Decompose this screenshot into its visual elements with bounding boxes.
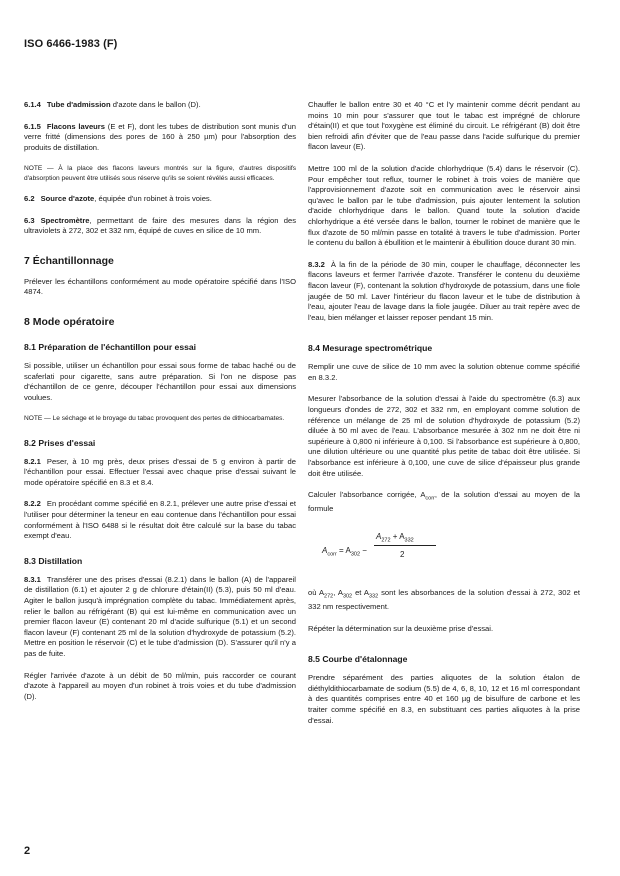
text-fragment: Calculer l'absorbance corrigée, A xyxy=(308,490,426,500)
clause-number: 8.2.1 xyxy=(24,456,41,466)
paragraph-8-3-1-b: Régler l'arrivée d'azote à un débit de 50 ml/min, puis raccorder ce courant d'azote à l'appareil au moyen d'un robinet à trois voies et du tube d'admission (D). xyxy=(24,670,296,701)
subscript: 272 xyxy=(381,537,391,544)
paragraph-6-2 xyxy=(24,194,296,205)
clause-title: Flacons laveurs xyxy=(46,121,105,131)
symbol: = A xyxy=(336,545,351,555)
clause-text: (E et F), dont les tubes de distribution sont munis d'un verre fritté (dimensions des pores de 160 à 250 µm) pour l'absorption des produits de distillation. xyxy=(24,121,297,152)
paragraph-8-2-2 xyxy=(24,499,296,541)
paragraph-8-4-c xyxy=(308,490,580,515)
symbol: + A xyxy=(390,531,405,541)
symbol: A xyxy=(322,545,328,555)
clause-text: Transférer une des prises d'essai (8.2.1) dans le ballon (A) de l'appareil de distillation (6.1) et ajouter 2 g de chlorure d'étain(II) (5.3), puis 50 ml d'eau. Agiter le ballon jusqu'à imprégnation complète du tabac. Immédiatement après, relier le ballon au réfrigérant (B) qui est lui-même en communication avec un premier flacon laveur (E) contenant 20 ml d'acide sulfurique (5.1) et un second flacon laveur (F) contenant 25 ml de la solution d'hydroxyde de potassium (5.2). Mettre en position le réservoir (C) et le tube d'admission (D). S'assurer qu'il n'y a pas de fuite. xyxy=(24,574,296,658)
subscript: corr xyxy=(327,551,337,558)
paragraph-6-1-5 xyxy=(24,122,296,154)
fraction-bar xyxy=(374,545,436,546)
paragraph-8-5: Prendre séparément des parties aliquotes de la solution étalon de diéthyldithiocarbamate de sodium (5.5) de 4, 6, 8, 10, 12 et 16 ml correspondant à des quantités comprises entre 40 et 160 µg de bisulfure de carbone et les traiter comme spécifié en 8.3, en substituant ces parties aliquotes à la prise d'essai. xyxy=(308,673,580,725)
left-column xyxy=(24,100,296,713)
heading-8-1: 8.1 Préparation de l'échantillon pour essai xyxy=(24,341,197,352)
paragraph-8-4-e: Répéter la détermination sur la deuxième prise d'essai. xyxy=(308,623,494,633)
formula-lhs xyxy=(322,546,367,558)
heading-8-2: 8.2 Prises d'essai xyxy=(24,437,96,448)
page-number: 2 xyxy=(24,845,31,857)
text-fragment: et A xyxy=(352,587,369,597)
text-fragment: où A xyxy=(308,587,325,597)
paragraph-8-3-1 xyxy=(24,575,296,660)
clause-title: Source d'azote xyxy=(40,193,95,203)
text-fragment: , A xyxy=(333,587,343,597)
paragraph-8-4-b: Mesurer l'absorbance de la solution d'essai à l'aide du spectromètre (6.3) aux longueurs d'ondes de 272, 302 et 332 nm, en employant comme solution de référence un mélange de 25 ml de solution d'hydroxyde de potassium (5.2) diluée à 50 ml avec de l'eau. L'absorbance mesurée à 302 nm ne doit être ni supérieure à 0,800 ni inférieure à 0,100. Si l'absorbance est supérieure à 0,800, une dilution ultérieure ou une quantité plus petite de tabac doit être utilisée. Si l'absorbance est inférieure à 0,100, une cuve de silice d'épaisseur plus grande doit être utilisée. xyxy=(308,394,580,478)
clause-text: , équipée d'un robinet à trois voies. xyxy=(94,193,212,203)
absorbance-formula xyxy=(308,526,580,578)
paragraph-heating: Chauffer le ballon entre 30 et 40 °C et l'y maintenir comme décrit pendant au moins 10 min pour s'assurer que tout le tabac est imprégné de chlorure d'étain(II) et que tout l'oxygène est éliminé du circuit. Le réfrigérant (B) doit être bien refroidi afin d'éviter que de l'eau passe dans l'acide sulfurique du premier flacon laveur (E). xyxy=(308,100,580,152)
clause-text: d'azote dans le ballon (D). xyxy=(110,100,201,109)
right-column xyxy=(308,100,580,737)
clause-number: 8.2.2 xyxy=(24,499,41,509)
heading-8-4: 8.4 Mesurage spectrométrique xyxy=(308,343,433,354)
symbol: − xyxy=(360,545,367,555)
clause-text: En procédant comme spécifié en 8.2.1, prélever une autre prise d'essai et l'utiliser pour déterminer la teneur en eau contenue dans l'échantillon pour essai conformément à l'ISO 6488 si le résultat doit être calculé sur la base du tabac exempt d'eau. xyxy=(24,499,296,541)
clause-title: Spectromètre xyxy=(40,215,90,225)
paragraph-8-3-2 xyxy=(308,260,580,324)
document-header: ISO 6466-1983 (F) xyxy=(24,38,118,50)
symbol: A xyxy=(376,531,382,541)
note-2: NOTE — Le séchage et le broyage du tabac provoquent des pertes de dithiocarbamates. xyxy=(24,415,285,423)
paragraph-8-4-a: Remplir une cuve de silice de 10 mm avec la solution obtenue comme spécifié en 8.3.2. xyxy=(308,362,580,382)
clause-number: 6.1.4 xyxy=(24,100,41,109)
clause-number: 6.1.5 xyxy=(24,121,41,131)
heading-8-5: 8.5 Courbe d'étalonnage xyxy=(308,654,408,665)
text-fragment: , de la solution d'essai au moyen de la formule xyxy=(308,490,581,514)
clause-text: À la fin de la période de 30 min, couper le chauffage, déconnecter les flacons laveurs et fermer l'arrivée d'azote. Transférer le contenu du deuxième flacon laveur (F), contenant la solution d'hydroxyde de potassium, dans une fiole jaugée de 50 ml. Laver l'intérieur du flacon laveur et le tube de distribution à l'eau, ajouter l'eau de lavage dans la fiole jaugée. Diluer au trait repère avec de l'eau, bien mélanger et laisser reposer pendant 15 min. xyxy=(308,259,580,322)
paragraph-7: Prélever les échantillons conformément au mode opératoire spécifié dans l'ISO 4874. xyxy=(24,276,296,297)
note-1: NOTE — À la place des flacons laveurs montrés sur la figure, d'autres dispositifs d'absorption peuvent être utilisés sous réserve qu'ils se soient révélés aussi efficaces. xyxy=(24,165,296,182)
paragraph-6-1-4 xyxy=(24,100,296,111)
subscript: corr xyxy=(425,495,435,502)
clause-number: 6.2 xyxy=(24,193,35,203)
subscript: 272 xyxy=(324,593,334,600)
paragraph-8-4-d xyxy=(308,588,580,613)
heading-7: 7 Échantillonnage xyxy=(24,254,114,267)
paragraph-8-1: Si possible, utiliser un échantillon pour essai sous forme de tabac haché ou de scaferlati pour cigarette, sans autre préparation. Si l'on ne dispose pas d'échantillon de ce genre, découper l'échantillon pour essai aux dimensions voulues. xyxy=(24,360,296,402)
heading-8: 8 Mode opératoire xyxy=(24,315,115,328)
formula-numerator xyxy=(376,532,414,544)
subscript: 302 xyxy=(350,551,361,558)
clause-text: , permettant de faire des mesures dans la région des ultraviolets à 272, 302 et 332 nm, équipé de cuves en silice de 10 mm. xyxy=(24,215,296,236)
clause-number: 8.3.2 xyxy=(308,259,325,269)
text-fragment: sont les absorbances de la solution d'essai à 272, 302 et 332 nm respectivement. xyxy=(308,587,580,612)
formula-denominator: 2 xyxy=(400,549,405,559)
clause-number: 8.3.1 xyxy=(24,574,41,584)
subscript: 332 xyxy=(368,593,379,600)
heading-8-3: 8.3 Distillation xyxy=(24,555,83,566)
paragraph-6-3 xyxy=(24,216,296,237)
clause-number: 6.3 xyxy=(24,215,35,225)
paragraph-8-2-1 xyxy=(24,457,296,489)
subscript: 302 xyxy=(342,593,353,600)
clause-title: Tube d'admission xyxy=(46,100,111,109)
subscript: 332 xyxy=(404,537,414,544)
paragraph-reservoir: Mettre 100 ml de la solution d'acide chlorhydrique (5.4) dans le réservoir (C). Pour empêcher tout reflux, tourner le robinet à trois voies de manière que l'approvisionnement d'azote soit en communication avec le réservoir ainsi qu'avec le ballon par le tube d'admission, puis ajouter lentement la solution d'acide chlorhydrique dans le ballon. Quand toute la solution d'acide chlorhydrique a été versée dans le ballon, tourner le robinet de manière que le flux d'azote de 50 ml/min passe en totalité à travers le tube d'admission. Porter le contenu du ballon à ébullition et le maintenir à ébullition douce durant 30 min. xyxy=(308,163,580,248)
clause-text: Peser, à 10 mg près, deux prises d'essai de 5 g environ à partir de l'échantillon pour essai. Effectuer l'essai avec chaque prise d'essai suivant le mode opératoire spécifié en 8.3 et 8.4. xyxy=(24,456,296,487)
